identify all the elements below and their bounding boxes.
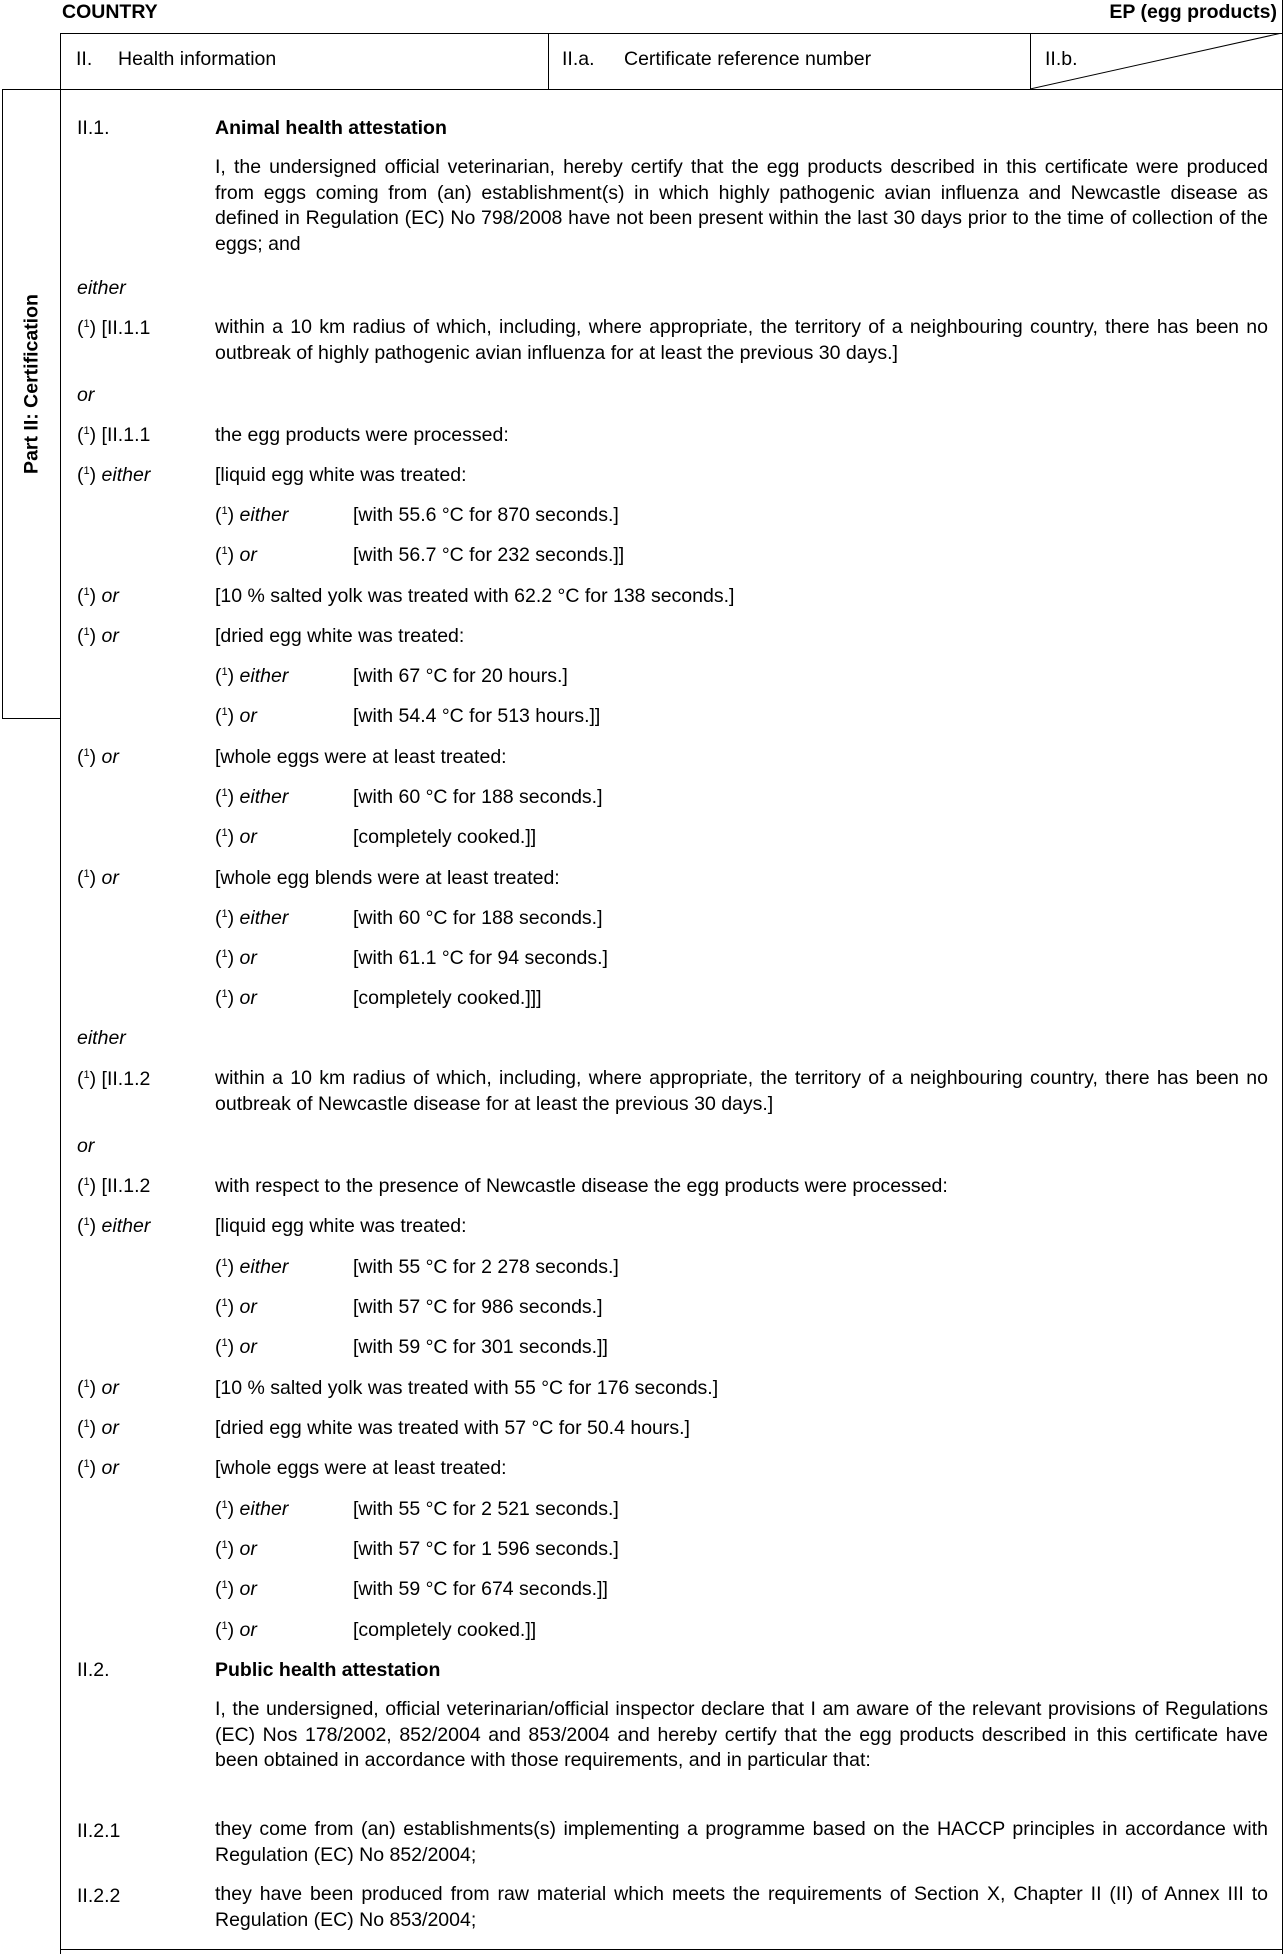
hpai-liquid-2: [with 56.7 °C for 232 seconds.]] [353,544,625,566]
nd-whole-4: [completely cooked.]] [353,1619,537,1641]
hpai-whole-option: ($^1$) or [77,746,119,768]
page-bottom-border [60,1949,1283,1950]
hpai-liquid: [liquid egg white was treated: [215,464,467,486]
nd-whole-1-option: ($^1$) either [215,1498,289,1520]
nd-liquid: [liquid egg white was treated: [215,1215,467,1237]
hpai-whole-2-option: ($^1$) or [215,826,257,848]
sidebar-top-border [2,89,60,90]
ii1-number: II.1. [77,117,110,139]
either-word: either [77,277,126,299]
ii2-2-text: they have been produced from raw material which meets the requirements of Section X, Chapter II (II) of Annex III to Regulation (EC) No 853/2004; [215,1883,1268,1931]
nd-liquid-3: [with 59 °C for 301 seconds.]] [353,1336,608,1358]
header-model: EP (egg products) [1109,1,1277,23]
ii1-title: Animal health attestation [215,117,447,139]
nd-whole-1: [with 55 °C for 2 521 seconds.] [353,1498,619,1520]
ii2-number: II.2. [77,1659,110,1681]
header-rule-bottom [60,89,1283,90]
ii2-1-text: they come from (an) establishments(s) implementing a programme based on the HACCP principles in accordance with Regulation (EC) No 852/2004; [215,1818,1268,1866]
nd-liquid-1-option: ($^1$) either [215,1256,289,1278]
hpai-dried-option: ($^1$) or [77,625,119,647]
hpai-dried-1: [with 67 °C for 20 hours.] [353,665,568,687]
nd-liquid-1: [with 55 °C for 2 278 seconds.] [353,1256,619,1278]
nd-liquid-3-option: ($^1$) or [215,1336,257,1358]
or-word: or [77,384,95,406]
nd-whole-4-option: ($^1$) or [215,1619,257,1641]
nd-dried-option: ($^1$) or [77,1417,119,1439]
nd-code-a: ($^1$) [II.1.2 [77,1068,151,1090]
hpai-whole-2: [completely cooked.]] [353,826,537,848]
hpai-blends-3-option: ($^1$) or [215,987,257,1009]
hpai-text-b: the egg products were processed: [215,424,509,446]
nd-text-a: within a 10 km radius of which, including, where appropriate, the territory of a neighbouring country, there has been no outbreak of Newcastle disease for at least the previous 30 days.] [215,1067,1268,1115]
ii2-intro: I, the undersigned, official veterinarian/official inspector declare that I am aware of the relevant provisions of Regulations (EC) Nos 178/2002, 852/2004 and 853/2004 and hereby certify that the egg products described in this certificate have been obtained in accordance with those requirements, and in particular that: [215,1698,1268,1771]
hpai-blends: [whole egg blends were at least treated: [215,867,560,889]
hpai-blends-1-option: ($^1$) either [215,907,289,929]
hpai-liquid-option: ($^1$) either [77,464,151,486]
hpai-code-a: ($^1$) [II.1.1 [77,317,151,339]
hpai-liquid-1: [with 55.6 °C for 870 seconds.] [353,504,619,526]
hpai-liquid-1-option: ($^1$) either [215,504,289,526]
sidebar-part-label: Part II: Certification [20,294,43,474]
hpai-blends-2-option: ($^1$) or [215,947,257,969]
hpai-whole: [whole eggs were at least treated: [215,746,507,768]
nd-code-b: ($^1$) [II.1.2 [77,1175,151,1197]
hpai-liquid-2-option: ($^1$) or [215,544,257,566]
page-left-border [60,33,61,1954]
hpai-code-b: ($^1$) [II.1.1 [77,424,151,446]
nd-or-word: or [77,1135,95,1157]
hpai-dried: [dried egg white was treated: [215,625,465,647]
ii1-intro: I, the undersigned official veterinarian, hereby certify that the egg products described in this certificate were produced from eggs coming from (an) establishment(s) in which highly pathogenic avian influenza and Newcastle disease as defined in Regulation (EC) No 798/2008 have not been present within the last 30 days prior to the time of collection of the eggs; and [215,156,1268,255]
hpai-text-a: within a 10 km radius of which, including, where appropriate, the territory of a neighbouring country, there has been no outbreak of highly pathogenic avian influenza for at least the previous 30 days.] [215,316,1268,364]
header-section-title: Health information [118,48,277,70]
nd-dried: [dried egg white was treated with 57 °C for 50.4 hours.] [215,1417,690,1439]
nd-text-b: with respect to the presence of Newcastle disease the egg products were processed: [215,1175,948,1197]
nd-whole-2-option: ($^1$) or [215,1538,257,1560]
header-section-num: II. [76,48,93,70]
hpai-blends-1: [with 60 °C for 188 seconds.] [353,907,603,929]
nd-salted: [10 % salted yolk was treated with 55 °C for 176 seconds.] [215,1377,719,1399]
nd-whole-option: ($^1$) or [77,1457,119,1479]
nd-salted-option: ($^1$) or [77,1377,119,1399]
nd-liquid-2-option: ($^1$) or [215,1296,257,1318]
nd-liquid-option: ($^1$) either [77,1215,151,1237]
header-iib: II.b. [1045,48,1078,70]
ii2-1-number: II.2.1 [77,1820,121,1842]
header-ref-label: Certificate reference number [624,48,872,70]
nd-whole-2: [with 57 °C for 1 596 seconds.] [353,1538,619,1560]
sidebar-left-border [2,89,3,719]
nd-either-word: either [77,1027,126,1049]
hpai-blends-2: [with 61.1 °C for 94 seconds.] [353,947,608,969]
nd-whole-3-option: ($^1$) or [215,1578,257,1600]
nd-whole-3: [with 59 °C for 674 seconds.]] [353,1578,608,1600]
header-country: COUNTRY [62,1,158,23]
hpai-dried-1-option: ($^1$) either [215,665,289,687]
hpai-blends-3: [completely cooked.]]] [353,987,542,1009]
hpai-salted-option: ($^1$) or [77,585,119,607]
header-ref-code: II.a. [562,48,595,70]
nd-liquid-2: [with 57 °C for 986 seconds.] [353,1296,603,1318]
hpai-whole-1-option: ($^1$) either [215,786,289,808]
hpai-whole-1: [with 60 °C for 188 seconds.] [353,786,603,808]
sidebar-bottom-border [2,718,60,719]
header-divider-1 [548,33,549,89]
hpai-dried-2: [with 54.4 °C for 513 hours.]] [353,705,601,727]
hpai-salted: [10 % salted yolk was treated with 62.2 °C for 138 seconds.] [215,585,735,607]
ii2-title: Public health attestation [215,1659,441,1681]
hpai-dried-2-option: ($^1$) or [215,705,257,727]
ii2-2-number: II.2.2 [77,1885,121,1907]
nd-whole: [whole eggs were at least treated: [215,1457,507,1479]
hpai-blends-option: ($^1$) or [77,867,119,889]
